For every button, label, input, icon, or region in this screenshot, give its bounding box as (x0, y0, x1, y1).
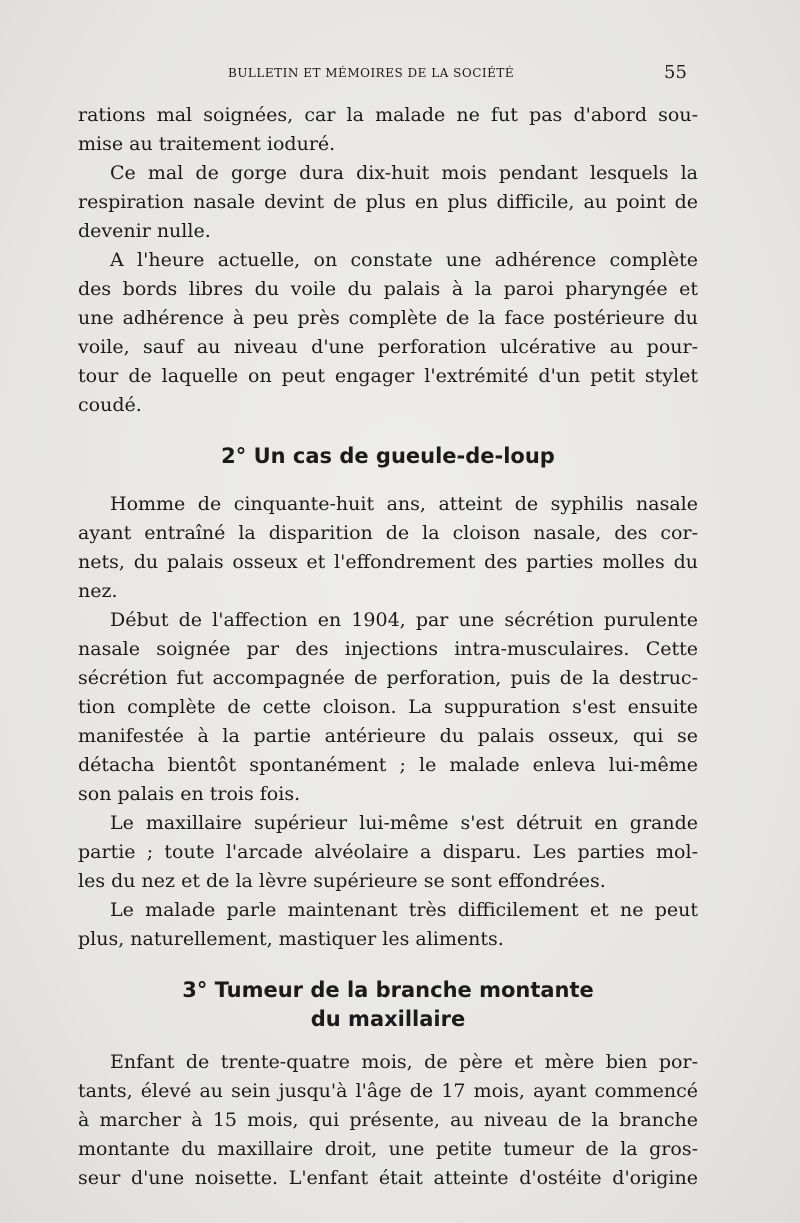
text-line: A l'heure actuelle, on constate une adhérence complète (110, 249, 698, 271)
text-line: tour de laquelle on peut engager l'extrémité d'un petit stylet (78, 365, 698, 387)
text-line: Homme de cinquante-huit ans, atteint de syphilis nasale (110, 493, 698, 515)
text-line: voile, sauf au niveau d'une perforation ulcérative au pour- (78, 336, 698, 358)
page-number: 55 (664, 62, 687, 83)
text-line: nets, du palais osseux et l'effondrement des parties molles du (78, 551, 698, 573)
text-line: les du nez et de la lèvre supérieure se sont effondrées. (78, 870, 606, 892)
paragraph (78, 809, 698, 896)
paragraph (78, 1048, 698, 1193)
paragraph (78, 606, 698, 809)
text-line: partie ; toute l'arcade alvéolaire a disparu. Les parties mol- (78, 841, 698, 863)
text-line: Ce mal de gorge dura dix-huit mois pendant lesquels la (110, 162, 698, 184)
text-line: à marcher à 15 mois, qui présente, au niveau de la branche (78, 1109, 698, 1131)
text-line: son palais en trois fois. (78, 783, 301, 805)
text-line: Le malade parle maintenant très difficilement et ne peut (110, 899, 698, 921)
text-line: nasale soignée par des injections intra-musculaires. Cette (78, 638, 698, 660)
text-line: rations mal soignées, car la malade ne fut pas d'abord sou- (78, 104, 698, 126)
text-line: devenir nulle. (78, 220, 211, 242)
paragraph (78, 490, 698, 606)
body-text (78, 101, 698, 1193)
paragraph (78, 896, 698, 954)
section-heading: 2° Un cas de gueule-de-loup (221, 444, 555, 468)
paragraph (78, 159, 698, 246)
text-line: Le maxillaire supérieur lui-même s'est détruit en grande (110, 812, 698, 834)
text-line: seur d'une noisette. L'enfant était atteinte d'ostéite d'origine (78, 1167, 698, 1189)
text-line: mise au traitement ioduré. (78, 133, 336, 155)
text-line: tion complète de cette cloison. La suppuration s'est ensuite (78, 696, 698, 718)
text-line: sécrétion fut accompagnée de perforation, puis de la destruc- (78, 667, 698, 689)
paragraph (78, 246, 698, 420)
text-line: coudé. (78, 394, 142, 416)
text-line: ayant entraîné la disparition de la cloison nasale, des cor- (78, 522, 698, 544)
text-line: nez. (78, 580, 118, 602)
text-line: des bords libres du voile du palais à la paroi pharyngée et (78, 278, 698, 300)
section-heading: 3° Tumeur de la branche montante (182, 978, 594, 1002)
text-line: une adhérence à peu près complète de la face postérieure du (78, 307, 698, 329)
text-line: Début de l'affection en 1904, par une sécrétion purulente (110, 609, 698, 631)
text-line: respiration nasale devint de plus en plus difficile, au point de (78, 191, 698, 213)
section-heading-continued: du maxillaire (310, 1007, 466, 1031)
running-head: BULLETIN ET MÉMOIRES DE LA SOCIÉTÉ (228, 66, 515, 80)
text-line: montante du maxillaire droit, une petite tumeur de la gros- (78, 1138, 698, 1160)
paragraph (78, 101, 698, 159)
text-line: détacha bientôt spontanément ; le malade enleva lui-même (78, 754, 698, 776)
text-line: manifestée à la partie antérieure du palais osseux, qui se (78, 725, 698, 747)
text-line: Enfant de trente-quatre mois, de père et mère bien por- (110, 1051, 698, 1073)
text-line: tants, élevé au sein jusqu'à l'âge de 17 mois, ayant commencé (78, 1080, 698, 1102)
text-line: plus, naturellement, mastiquer les aliments. (78, 928, 504, 950)
